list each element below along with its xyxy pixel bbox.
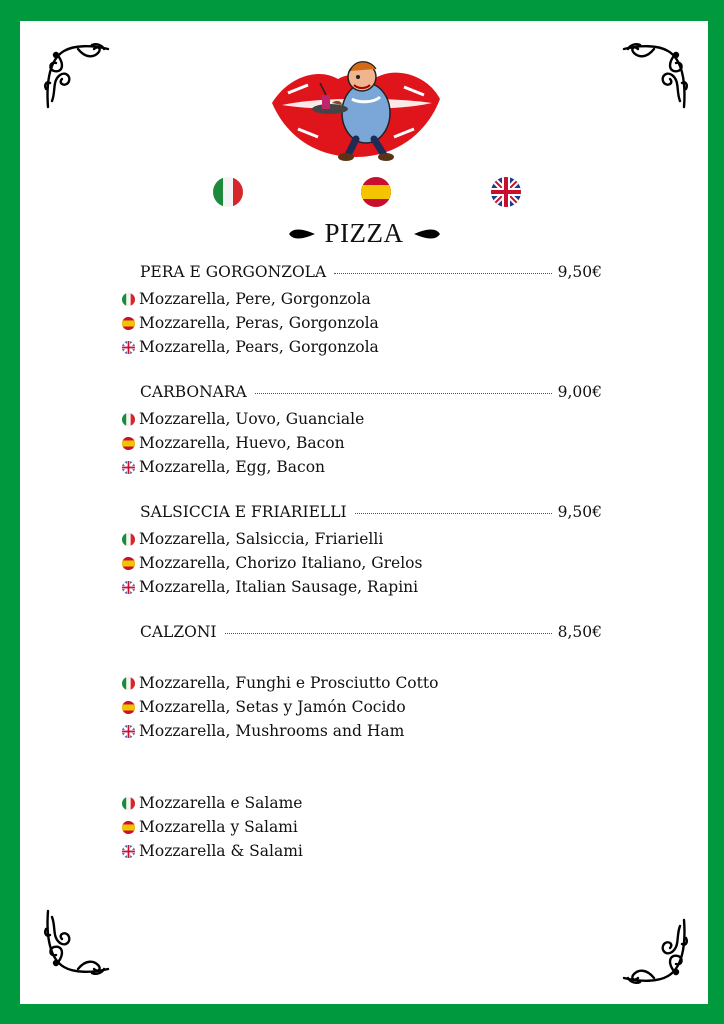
ingredient-text: Mozzarella, Pere, Gorgonzola [139, 290, 371, 308]
spain-flag-icon [122, 557, 135, 570]
pizza-menu-list [122, 263, 602, 863]
dot-leader [334, 273, 551, 274]
section-title-row [20, 218, 708, 249]
ingredient-line [122, 791, 602, 815]
item-name: PERA E GORGONZOLA [140, 263, 327, 281]
italy-flag-icon [122, 293, 135, 306]
ingredient-line [122, 407, 602, 431]
ingredient-text: Mozzarella, Funghi e Prosciutto Cotto [139, 674, 439, 692]
item-price: 9,00€ [557, 383, 602, 401]
dot-leader [355, 513, 552, 514]
italy-flag-icon [122, 677, 135, 690]
ingredient-line [122, 719, 602, 743]
italy-flag-icon [122, 533, 135, 546]
ingredient-text: Mozzarella e Salame [139, 794, 303, 812]
item-name: CARBONARA [140, 383, 247, 401]
ingredient-line [122, 287, 602, 311]
uk-flag-icon [122, 725, 135, 738]
spain-flag-icon [122, 701, 135, 714]
ingredient-text: Mozzarella & Salami [139, 842, 303, 860]
ingredient-line [122, 455, 602, 479]
menu-item-header [122, 383, 602, 407]
uk-flag-icon [122, 341, 135, 354]
ingredient-line [122, 551, 602, 575]
item-price: 9,50€ [557, 503, 602, 521]
italy-flag-icon [122, 413, 135, 426]
menu-item-header [122, 263, 602, 287]
ingredient-text: Mozzarella, Huevo, Bacon [139, 434, 345, 452]
uk-flag-icon [122, 581, 135, 594]
ingredient-text: Mozzarella, Pears, Gorgonzola [139, 338, 379, 356]
ingredient-text: Mozzarella y Salami [139, 818, 298, 836]
ingredient-text: Mozzarella, Peras, Gorgonzola [139, 314, 379, 332]
corner-ornament-icon [618, 41, 690, 113]
ingredient-text: Mozzarella, Egg, Bacon [139, 458, 326, 476]
uk-flag-icon [122, 461, 135, 474]
spain-flag-icon [122, 821, 135, 834]
italy-flag-icon [213, 177, 243, 207]
ingredient-text: Mozzarella, Uovo, Guanciale [139, 410, 365, 428]
ingredient-text: Mozzarella, Setas y Jamón Cocido [139, 698, 406, 716]
italy-flag-icon [122, 797, 135, 810]
uk-flag-icon [491, 177, 521, 207]
ingredient-text: Mozzarella, Chorizo Italiano, Grelos [139, 554, 423, 572]
dot-leader [255, 393, 552, 394]
spain-flag-icon [122, 437, 135, 450]
ingredient-text: Mozzarella, Italian Sausage, Rapini [139, 578, 419, 596]
ingredient-line [122, 815, 602, 839]
ingredient-line [122, 695, 602, 719]
spain-flag-icon [122, 317, 135, 330]
left-ornament-icon [289, 228, 315, 240]
ingredient-line [122, 431, 602, 455]
dot-leader [225, 633, 552, 634]
right-ornament-icon [414, 228, 440, 240]
item-price: 8,50€ [557, 623, 602, 641]
ingredient-text: Mozzarella, Salsiccia, Friarielli [139, 530, 384, 548]
ingredient-line [122, 527, 602, 551]
corner-ornament-icon [618, 914, 690, 986]
menu-item-header [122, 623, 602, 647]
item-name: CALZONI [140, 623, 217, 641]
menu-item-header [122, 503, 602, 527]
corner-ornament-icon [42, 905, 114, 977]
section-title: PIZZA [324, 218, 404, 248]
ingredient-line [122, 335, 602, 359]
ingredient-text: Mozzarella, Mushrooms and Ham [139, 722, 405, 740]
ingredient-line [122, 839, 602, 863]
ingredient-line [122, 311, 602, 335]
ingredient-line [122, 671, 602, 695]
chef-on-lips-logo-icon [268, 39, 444, 169]
menu-page [20, 21, 708, 1004]
spain-flag-icon [361, 177, 391, 207]
item-price: 9,50€ [557, 263, 602, 281]
item-name: SALSICCIA E FRIARIELLI [140, 503, 347, 521]
corner-ornament-icon [42, 41, 114, 113]
ingredient-line [122, 575, 602, 599]
uk-flag-icon [122, 845, 135, 858]
